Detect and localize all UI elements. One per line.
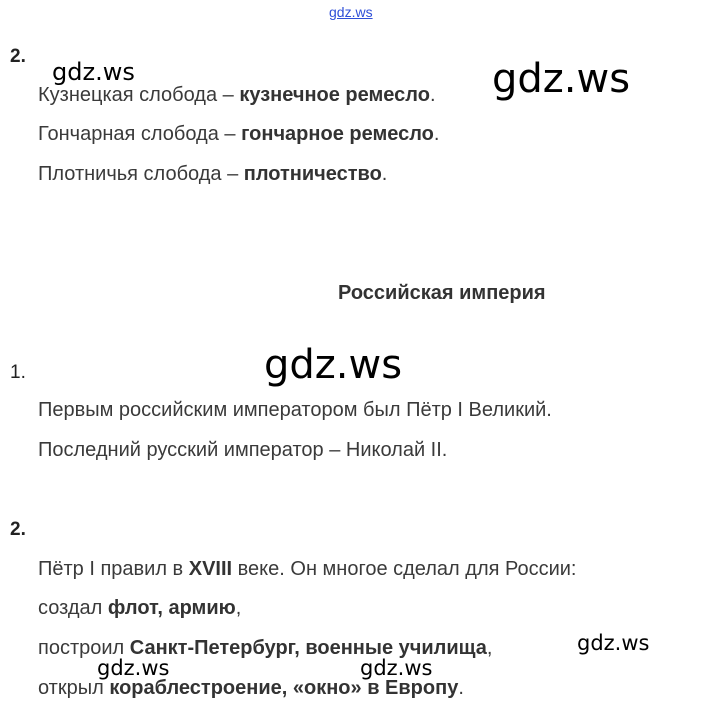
line-bold: XVIII bbox=[188, 558, 233, 580]
line-normal: , bbox=[486, 637, 493, 659]
line-bold: кораблестроение, «окно» в Европу bbox=[109, 677, 459, 699]
line-bold: кузнечное ремесло bbox=[239, 84, 430, 106]
top-watermark-link[interactable]: gdz.ws bbox=[329, 4, 373, 20]
line-bold: Санкт-Петербург, военные училища bbox=[129, 637, 487, 659]
line-normal: веке. Он многое сделал для России: bbox=[232, 558, 577, 580]
text-line-goncharnaya bbox=[38, 123, 439, 146]
text-line-first-emperor: Первым российским императором был Пётр I Великий. bbox=[38, 399, 552, 421]
line-bold: гончарное ремесло bbox=[241, 123, 434, 145]
watermark-text: gdz.ws bbox=[360, 656, 433, 680]
line-normal: Кузнецкая слобода – bbox=[38, 84, 240, 106]
text-line-shipbuilding bbox=[38, 677, 464, 700]
text-line-kuznetskaya bbox=[38, 84, 436, 107]
watermark-text: gdz.ws bbox=[52, 58, 135, 86]
line-bold: флот, армию bbox=[107, 597, 236, 619]
line-normal: создал bbox=[38, 597, 108, 619]
item-number-2-second: 2. bbox=[10, 519, 26, 540]
line-bold: плотничество bbox=[243, 163, 382, 185]
section-heading: Российская империя bbox=[338, 282, 546, 304]
line-end: . bbox=[433, 123, 440, 145]
watermark-text: gdz.ws bbox=[97, 656, 170, 680]
text-line-plotnichya bbox=[38, 163, 387, 186]
line-normal: , bbox=[235, 597, 242, 619]
line-end: . bbox=[429, 84, 436, 106]
item-number-1: 1. bbox=[10, 362, 26, 383]
text-line-last-emperor: Последний русский император – Николай II. bbox=[38, 439, 448, 461]
line-normal: Гончарная слобода – bbox=[38, 123, 242, 145]
line-normal: . bbox=[458, 677, 464, 699]
watermark-text: gdz.ws bbox=[492, 56, 631, 102]
watermark-text: gdz.ws bbox=[577, 631, 650, 655]
text-line-peter-century bbox=[38, 558, 576, 581]
line-normal: Плотничья слобода – bbox=[38, 163, 244, 185]
line-normal: Пётр I правил в bbox=[38, 558, 189, 580]
line-normal: построил bbox=[38, 637, 130, 659]
text-line-fleet-army bbox=[38, 597, 241, 620]
line-end: . bbox=[381, 163, 388, 185]
item-number-2: 2. bbox=[10, 46, 26, 67]
watermark-text: gdz.ws bbox=[264, 342, 403, 388]
line-normal: открыл bbox=[38, 677, 110, 699]
